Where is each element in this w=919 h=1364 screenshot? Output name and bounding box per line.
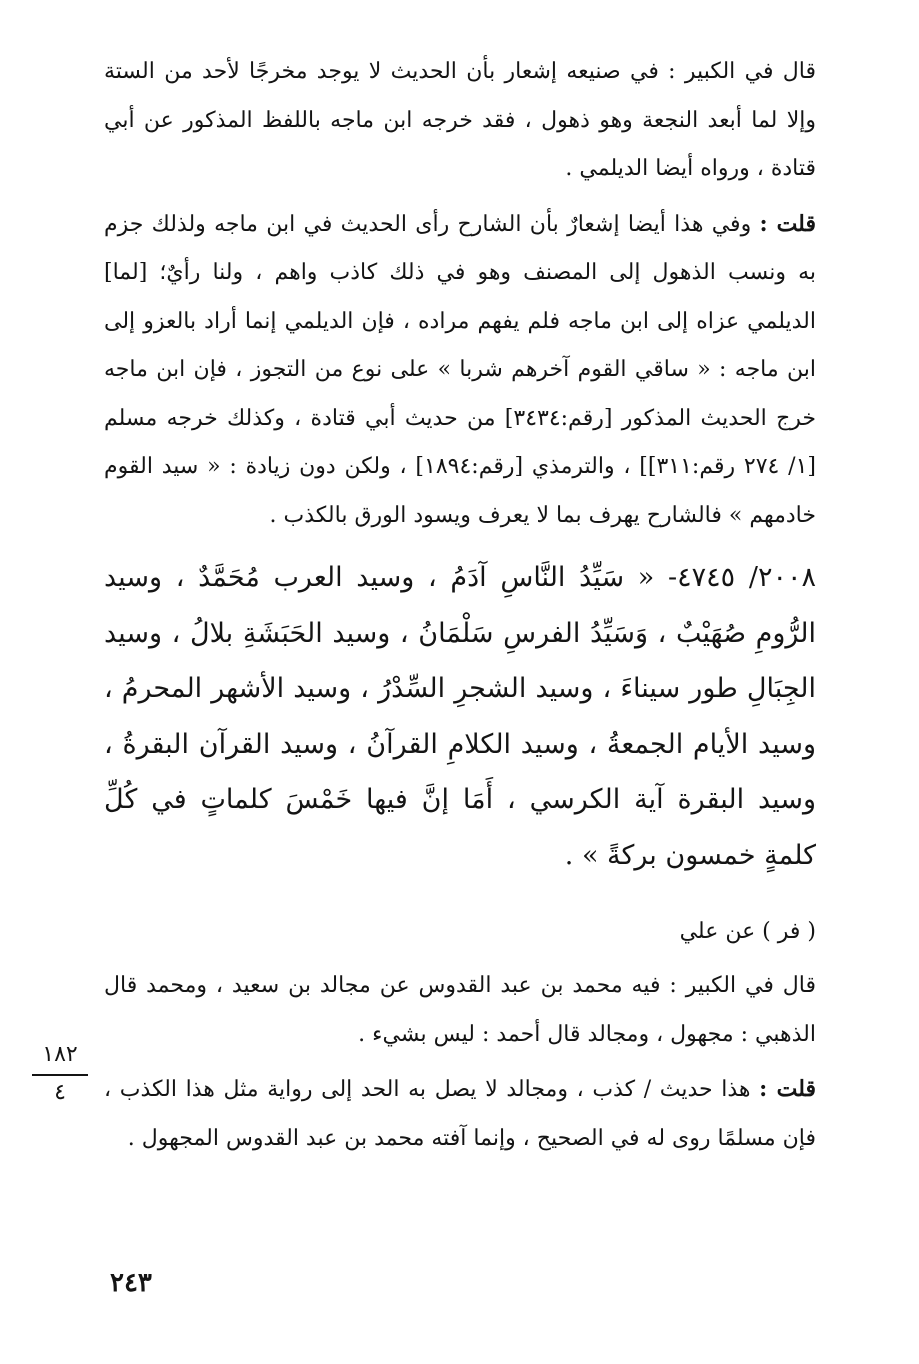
qultu-label: قلت : xyxy=(759,210,816,237)
margin-note-top: ١٨٢ xyxy=(42,1042,78,1067)
qultu-label-2: قلت : xyxy=(759,1076,817,1102)
qultu-text: وفي هذا أيضا إشعارٌ بأن الشارح رأى الحديث في ابن ماجه ولذلك جزم به ونسب الذهول إلى المصنف وهو في ذلك كاذب واهم ، ولنا رأيٌ؛ [لما] الديلمي عزاه إلى ابن ماجه فلم يفهم مراده ، فإن الديلمي إنما أراد بالعزو إلى ابن ماجه : « ساقي القوم آخرهم شربا » على نوع من التجوز ، فإن ابن ماجه خرج الحديث المذكور [رقم:٣٤٣٤] من حديث أبي قتادة ، وكذلك خرجه مسلم [١/ ٢٧٤ رقم:٣١١]] ، والترمذي [رقم:١٨٩٤] ، ولكن دون زيادة : « سيد القوم خادمهم » فالشارح يهرف بما لا يعرف ويسود الورق بالكذب . xyxy=(104,211,817,528)
qultu-text-2: هذا حديث / كذب ، ومجالد لا يصل به الحد إلى رواية مثل هذا الكذب ، فإن مسلمًا روى له في الصحيح ، وإنما آفته محمد بن عبد القدوس المجهول . xyxy=(104,1077,816,1151)
qultu-paragraph xyxy=(104,200,816,541)
margin-note-bottom: ٤ xyxy=(54,1080,66,1105)
page-number: ٢٤٣ xyxy=(110,1268,152,1298)
commentary-section-1 xyxy=(104,48,816,883)
kabir-note-paragraph-2: قال في الكبير : فيه محمد بن عبد القدوس عن مجالد بن سعيد ، ومحمد قال الذهبي : مجهول ، ومجالد قال أحمد : ليس بشيء . xyxy=(104,973,817,1047)
hadith-paragraph xyxy=(104,550,816,883)
hadith-number: ٢٠٠٨/ ٤٧٤٥- xyxy=(668,562,816,593)
hadith-source: ( فر ) عن علي xyxy=(679,919,816,944)
kabir-note-paragraph: قال في الكبير : في صنيعه إشعار بأن الحديث لا يوجد مخرجًا لأحد من الستة وإلا لما أبعد النجعة وهو ذهول ، فقد خرجه ابن ماجه باللفظ المذكور عن أبي قتادة ، ورواه أيضا الديلمي . xyxy=(104,59,816,181)
qultu-paragraph-2 xyxy=(104,1065,816,1163)
hadith-text: « سَيِّدُ النَّاسِ آدَمُ ، وسيد العرب مُحَمَّدٌ ، وسيد الرُّومِ صُهَيْبٌ ، وَسَيِّدُ الفرسِ سَلْمَانُ ، وسيد الحَبَشَةِ بلالُ ، وسيد الجِبَالِ طور سيناءَ ، وسيد الشجرِ السِّدْرُ ، وسيد الأشهر المحرمُ ، وسيد الأيام الجمعةُ ، وسيد الكلامِ القرآنُ ، وسيد القرآن البقرةُ ، وسيد البقرة آية الكرسي ، أَمَا إنَّ فيها خَمْسَ كلماتٍ في كُلِّ كلمةٍ خمسون بركةً » . xyxy=(104,562,816,871)
commentary-section-2 xyxy=(104,962,816,1163)
margin-volume-reference xyxy=(32,1040,88,1108)
margin-note-rule xyxy=(32,1074,88,1076)
